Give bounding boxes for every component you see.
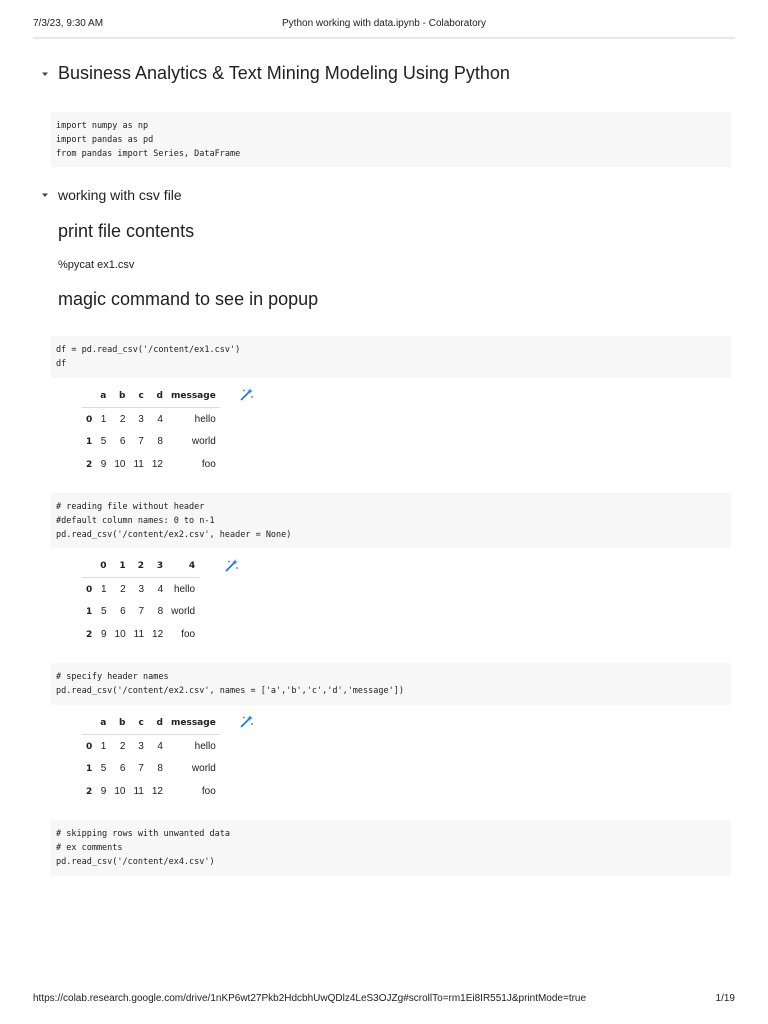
column-header: message [167,385,220,407]
index-header [82,385,96,407]
table-cell: world [171,606,196,617]
table-cell: 3 [138,414,144,426]
table-row [82,734,220,757]
caret-down-icon[interactable] [40,190,58,200]
table-cell: 7 [138,436,144,447]
table-cell: 8 [157,763,163,774]
dataframe-table [82,555,199,646]
code-line: pd.read_csv('/content/ex2.csv', names = ['a','b','c','d','message']) [56,686,404,696]
text-pycat-command: %pycat ex1.csv [58,259,135,271]
table-cell: 1 [100,741,107,753]
dataframe-output-1 [82,385,220,476]
table-row [82,600,199,623]
column-header: a [96,712,110,734]
code-line: import numpy as np [56,121,149,131]
row-index: 2 [86,459,93,470]
table-cell: hello [194,414,216,426]
row-index: 2 [86,629,93,640]
print-title: Python working with data.ipynb - Colaboratory [282,18,486,29]
table-header-row [82,712,220,734]
code-line: #default column names: 0 to n-1 [56,516,215,526]
table-cell: 10 [114,629,126,640]
column-header: d [148,712,167,734]
table-cell: 2 [120,584,126,596]
table-cell: 5 [100,436,107,447]
text-heading-magic-command: magic command to see in popup [58,289,319,309]
magic-wand-icon[interactable] [238,387,254,403]
print-date: 7/3/23, 9:30 AM [33,18,104,29]
column-header: d [148,385,167,407]
table-cell: 10 [114,786,126,797]
table-cell: 2 [119,741,126,753]
table-cell: 2 [119,414,126,426]
print-url: https://colab.research.google.com/drive/1nKP6wt27Pkb2HdcbhUwQDlz4LeS3OJZg#scrollTo=rm1Ei8IR551J&printMode=true [33,993,587,1004]
column-header: 1 [111,555,130,577]
table-row [82,577,199,600]
code-line: # reading file without header [56,502,205,512]
row-index: 0 [86,741,93,752]
table-cell: 1 [100,414,107,426]
table-cell: 12 [151,786,163,797]
print-header [33,18,735,32]
text-heading-print-file-contents: print file contents [58,221,195,241]
code-line: df = pd.read_csv('/content/ex1.csv') [56,345,241,355]
table-row [82,757,220,780]
table-cell: foo [201,786,216,797]
column-header: b [110,712,129,734]
column-header: 2 [130,555,148,577]
column-header: a [96,385,110,407]
table-cell: 4 [157,414,163,426]
column-header: 0 [96,555,110,577]
table-cell: 11 [133,459,144,470]
table-row [82,430,220,453]
table-cell: 8 [157,436,163,447]
row-index: 2 [86,786,93,797]
dataframe-output-2 [82,555,199,646]
table-cell: 3 [138,584,145,596]
table-cell: 7 [138,606,145,617]
code-line: # skipping rows with unwanted data [56,829,230,839]
table-cell: 5 [100,606,107,617]
dataframe-output-3 [82,712,220,803]
code-line: pd.read_csv('/content/ex4.csv') [56,857,215,867]
table-cell: 11 [133,629,145,640]
column-header: c [129,712,147,734]
magic-wand-icon[interactable] [223,558,239,574]
table-header-row [82,385,220,407]
code-line: pd.read_csv('/content/ex2.csv', header = None) [56,530,292,540]
table-row [82,453,220,476]
table-cell: 10 [114,459,126,470]
table-cell: hello [173,584,196,596]
dataframe-table [82,385,220,476]
section-heading-csv[interactable] [40,187,182,203]
table-cell: 7 [138,763,144,774]
table-cell: 6 [120,606,126,617]
table-cell: 4 [157,584,164,596]
section-heading-business-analytics[interactable] [40,63,510,84]
code-line: # specify header names [56,672,169,682]
row-index: 1 [86,436,93,447]
header-divider [33,37,735,39]
code-line: # ex comments [56,843,123,853]
table-row [82,780,220,803]
code-line: from pandas import Series, DataFrame [56,149,241,159]
table-row [82,407,220,430]
code-cell-read-csv[interactable] [51,336,731,378]
table-cell: 11 [133,786,144,797]
table-cell: world [191,763,216,774]
table-header-row [82,555,199,577]
dataframe-table [82,712,220,803]
table-cell: 1 [100,584,107,596]
code-cell-imports[interactable] [51,112,731,167]
code-cell-read-csv-names[interactable] [51,663,731,705]
page-number: 1/19 [715,993,735,1004]
table-cell: foo [181,629,196,640]
table-cell: 9 [100,629,107,640]
index-header [82,712,96,734]
table-cell: 3 [138,741,144,753]
column-header: b [110,385,129,407]
table-cell: 12 [151,459,163,470]
section-heading-title: Business Analytics & Text Mining Modeling Using Python [58,63,510,83]
index-header [82,555,96,577]
column-header: 4 [167,555,199,577]
magic-wand-icon[interactable] [238,714,254,730]
table-cell: 6 [119,763,126,774]
table-cell: foo [201,459,216,470]
caret-down-icon[interactable] [40,69,58,79]
table-cell: hello [194,741,216,753]
table-cell: 4 [157,741,163,753]
table-cell: 6 [119,436,126,447]
section-heading-title: working with csv file [58,187,182,203]
code-line: import pandas as pd [56,135,154,145]
table-row [82,623,199,646]
table-cell: 5 [100,763,107,774]
table-cell: 9 [100,786,107,797]
code-line: df [56,359,67,369]
column-header: message [167,712,220,734]
row-index: 1 [86,606,93,617]
row-index: 0 [86,414,93,425]
code-cell-read-csv-no-header[interactable] [51,493,731,548]
table-cell: 9 [100,459,107,470]
row-index: 0 [86,584,93,595]
column-header: c [129,385,147,407]
row-index: 1 [86,763,93,774]
table-cell: world [191,436,216,447]
column-header: 3 [148,555,167,577]
table-cell: 12 [152,629,164,640]
code-cell-skip-rows[interactable] [51,820,731,876]
table-cell: 8 [157,606,164,617]
